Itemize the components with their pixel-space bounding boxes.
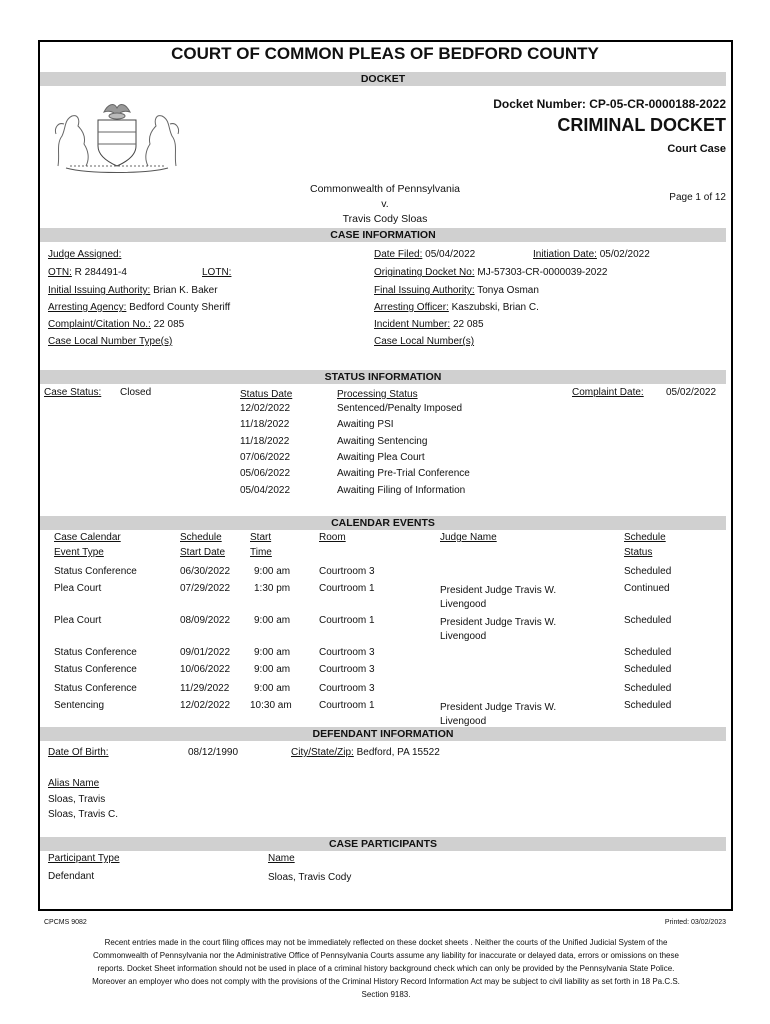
processing-status: Sentenced/Penalty Imposed (337, 403, 463, 414)
docket-number: Docket Number: CP-05-CR-0000188-2022 (493, 97, 726, 111)
incident-number-value: 22 085 (452, 319, 484, 330)
case-local-number-type-label: Case Local Number Type(s) (48, 336, 173, 347)
city-state-zip-value: Bedford, PA 15522 (356, 747, 440, 758)
city-state-zip (291, 747, 440, 758)
processing-status: Awaiting Plea Court (337, 452, 425, 463)
party-plaintiff: Commonwealth of Pennsylvania (310, 183, 460, 195)
initial-issuing-authority-label: Initial Issuing Authority: (48, 285, 151, 296)
event-room: Courtroom 3 (319, 683, 375, 694)
event-room: Courtroom 1 (319, 583, 375, 594)
arresting-officer-value: Kaszubski, Brian C. (451, 302, 539, 313)
initiation-date-label: Initiation Date: (533, 249, 597, 260)
date-filed-label: Date Filed: (374, 249, 423, 260)
final-issuing-authority (374, 285, 539, 296)
event-time: 9:00 am (254, 664, 291, 675)
otn (48, 267, 127, 278)
date-filed-value: 05/04/2022 (425, 249, 476, 260)
alias-name: Sloas, Travis C. (48, 809, 119, 820)
court-case-label: Court Case (667, 143, 726, 155)
arresting-agency-value: Bedford County Sheriff (129, 302, 231, 313)
arresting-agency (48, 302, 230, 313)
event-date: 10/06/2022 (180, 664, 231, 675)
case-status (44, 387, 151, 398)
complaint-citation (48, 319, 184, 330)
event-type: Sentencing (54, 700, 105, 711)
status-date: 11/18/2022 (240, 436, 290, 447)
date-filed (374, 249, 475, 260)
calendar-header-start-2: Time (250, 547, 272, 558)
event-room: Courtroom 1 (319, 615, 375, 626)
event-status: Scheduled (624, 566, 672, 577)
originating-docket (374, 267, 607, 278)
event-status: Scheduled (624, 615, 672, 626)
final-issuing-authority-value: Tonya Osman (477, 285, 539, 296)
status-information-bar: STATUS INFORMATION (40, 370, 726, 384)
participant-type: Defendant (48, 871, 95, 882)
otn-value: R 284491-4 (74, 267, 127, 278)
event-type: Plea Court (54, 583, 102, 594)
event-type: Status Conference (54, 647, 137, 658)
originating-docket-label: Originating Docket No: (374, 267, 475, 278)
event-judge: President Judge Travis W. (440, 585, 557, 596)
event-time: 10:30 am (250, 700, 292, 711)
case-status-value: Closed (120, 387, 152, 398)
alias-name-label: Alias Name (48, 778, 100, 789)
event-time: 1:30 pm (254, 583, 291, 594)
processing-status: Awaiting PSI (337, 419, 394, 430)
processing-status-header: Processing Status (337, 389, 418, 400)
date-of-birth-label: Date Of Birth: (48, 747, 109, 758)
calendar-header-start-1: Start (250, 532, 272, 543)
participant-type-header: Participant Type (48, 853, 120, 864)
initial-issuing-authority (48, 285, 218, 296)
alias-name: Sloas, Travis (48, 794, 106, 805)
judge-assigned-label: Judge Assigned: (48, 249, 122, 260)
initiation-date-value: 05/02/2022 (599, 249, 650, 260)
event-date: 07/29/2022 (180, 583, 231, 594)
arresting-officer (374, 302, 539, 313)
processing-status: Awaiting Filing of Information (337, 485, 466, 496)
processing-status: Awaiting Sentencing (337, 436, 428, 447)
form-number: CPCMS 9082 (44, 919, 87, 926)
event-date: 11/29/2022 (180, 683, 230, 694)
case-information-bar: CASE INFORMATION (40, 228, 726, 242)
status-date-header: Status Date (240, 389, 293, 400)
page-number: Page 1 of 12 (669, 192, 726, 203)
status-date: 11/18/2022 (240, 419, 290, 430)
docket-type: CRIMINAL DOCKET (557, 115, 726, 135)
status-date: 05/06/2022 (240, 468, 291, 479)
complaint-citation-value: 22 085 (153, 319, 185, 330)
event-status: Continued (624, 583, 670, 594)
event-judge-continued: Livengood (440, 599, 487, 610)
court-title: COURT OF COMMON PLEAS OF BEDFORD COUNTY (171, 44, 599, 63)
calendar-header-schedule-2: Start Date (180, 547, 226, 558)
complaint-date-label: Complaint Date: (572, 387, 644, 398)
status-date: 12/02/2022 (240, 403, 291, 414)
calendar-header-room: Room (319, 532, 346, 543)
event-status: Scheduled (624, 700, 672, 711)
printed-date: Printed: 03/02/2023 (664, 919, 726, 926)
status-date: 05/04/2022 (240, 485, 291, 496)
lotn-label: LOTN: (202, 267, 232, 278)
case-local-number-label: Case Local Number(s) (374, 336, 475, 347)
event-room: Courtroom 3 (319, 566, 375, 577)
event-date: 12/02/2022 (180, 700, 231, 711)
incident-number-label: Incident Number: (374, 319, 451, 330)
event-date: 06/30/2022 (180, 566, 231, 577)
processing-status: Awaiting Pre-Trial Conference (337, 468, 470, 479)
event-time: 9:00 am (254, 566, 291, 577)
arresting-officer-label: Arresting Officer: (374, 302, 449, 313)
final-issuing-authority-label: Final Issuing Authority: (374, 285, 475, 296)
event-status: Scheduled (624, 683, 672, 694)
event-date: 08/09/2022 (180, 615, 231, 626)
party-versus: v. (381, 198, 389, 210)
party-defendant: Travis Cody Sloas (342, 213, 428, 225)
event-date: 09/01/2022 (180, 647, 231, 658)
arresting-agency-label: Arresting Agency: (48, 302, 127, 313)
date-of-birth-value: 08/12/1990 (188, 747, 239, 758)
docket-bar: DOCKET (40, 72, 726, 86)
event-type: Plea Court (54, 615, 102, 626)
event-room: Courtroom 3 (319, 664, 375, 675)
calendar-header-judge: Judge Name (440, 532, 497, 543)
case-participants-bar: CASE PARTICIPANTS (40, 837, 726, 851)
city-state-zip-label: City/State/Zip: (291, 747, 354, 758)
participant-name-header: Name (268, 853, 295, 864)
calendar-header-schedule-1: Schedule (180, 532, 222, 543)
event-type: Status Conference (54, 664, 137, 675)
initial-issuing-authority-value: Brian K. Baker (153, 285, 218, 296)
complaint-citation-label: Complaint/Citation No.: (48, 319, 151, 330)
disclaimer-text: Recent entries made in the court filing offices may not be immediately reflected on these docket sheets . Neither the courts of the Unified Judicial System of the Commonwealth of Pennsylvania nor the Administrative Office of Pennsylvania Courts assume any liability for inaccurate or delayed data, errors or omissions on these reports. Docket Sheet information should not be used in place of a criminal history background check which can only be provided by the Pennsylvania State Police. Moreover an employer who does not comply with the provisions of the Criminal History Record Information Act may be subject to civil liability as set forth in 18 Pa.C.S. Section 9183. (92, 938, 680, 999)
defendant-information-bar: DEFENDANT INFORMATION (40, 727, 726, 741)
incident-number (374, 319, 484, 330)
calendar-events-bar: CALENDAR EVENTS (40, 516, 726, 530)
event-time: 9:00 am (254, 647, 291, 658)
calendar-header-event-type-1: Case Calendar (54, 532, 121, 543)
event-judge-continued: Livengood (440, 631, 487, 642)
event-judge: President Judge Travis W. (440, 617, 557, 628)
event-status: Scheduled (624, 647, 672, 658)
calendar-header-status-2: Status (624, 547, 653, 558)
event-time: 9:00 am (254, 615, 291, 626)
calendar-header-status-1: Schedule (624, 532, 666, 543)
event-time: 9:00 am (254, 683, 291, 694)
event-judge: President Judge Travis W. (440, 702, 557, 713)
originating-docket-value: MJ-57303-CR-0000039-2022 (477, 267, 608, 278)
event-judge-continued: Livengood (440, 716, 487, 727)
otn-label: OTN: (48, 267, 72, 278)
participant-name: Sloas, Travis Cody (268, 872, 352, 883)
pennsylvania-coat-of-arms-icon (48, 94, 186, 174)
event-room: Courtroom 3 (319, 647, 375, 658)
event-type: Status Conference (54, 683, 137, 694)
event-type: Status Conference (54, 566, 137, 577)
case-status-label: Case Status: (44, 387, 102, 398)
complaint-date-value: 05/02/2022 (666, 387, 717, 398)
event-status: Scheduled (624, 664, 672, 675)
event-room: Courtroom 1 (319, 700, 375, 711)
initiation-date (533, 249, 650, 260)
calendar-header-event-type-2: Event Type (54, 547, 104, 558)
status-date: 07/06/2022 (240, 452, 291, 463)
